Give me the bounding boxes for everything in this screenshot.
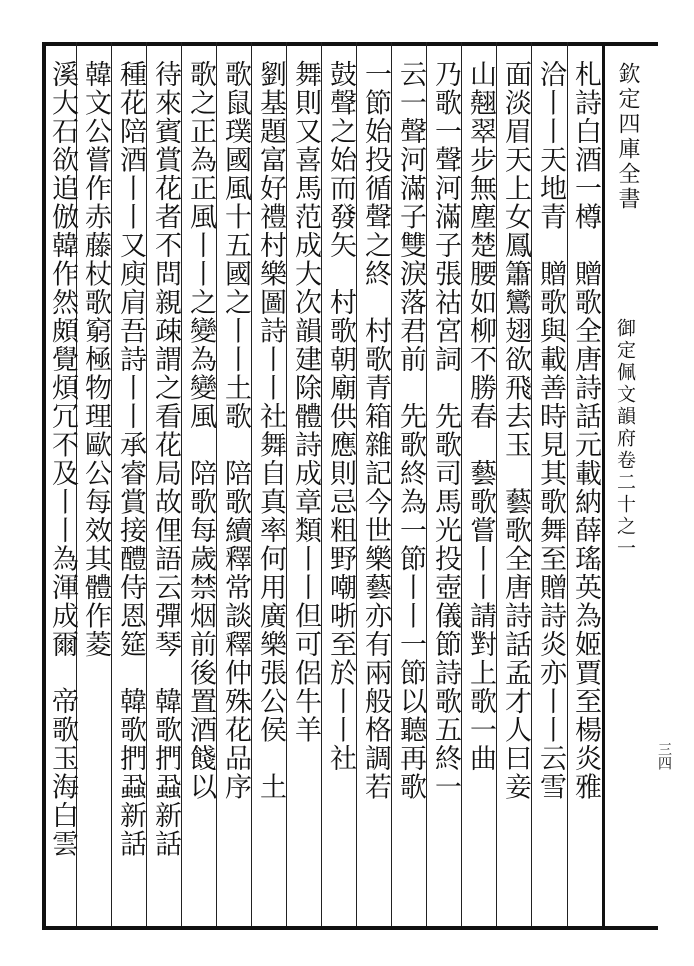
column-rule [216, 42, 217, 926]
column-rule [567, 42, 568, 926]
text-column-8: 鼓聲之始而發矢 村歌朝廟供應則忌粗野嘲哳至於丨丨社 [325, 60, 356, 773]
column-rule [461, 42, 462, 926]
column-rule [286, 42, 287, 926]
text-column-13: 待來賓賞花者不問親疎謂之看花局故俚語云彈琴 韓歌捫蝨新話 [150, 60, 181, 858]
collection-title: 欽定四庫全書 [615, 62, 640, 212]
column-rule [181, 42, 182, 926]
column-rule [251, 42, 252, 926]
text-column-15: 韓文公嘗作赤藤杖歌窮極物理歐公每效其體作菱 [80, 60, 111, 659]
column-rule [391, 42, 392, 926]
text-column-9: 舞則又喜馬范成大次韻建除體詩成章類丨丨但可侶牛羊 [290, 60, 321, 744]
text-column-6: 云一聲河滿子雙淚落君前 先歌終為一節丨丨一節以聽再歌 [395, 60, 426, 801]
text-column-7: 一節始投循聲之終 村歌青箱雜記今世樂藝亦有兩般格調若 [360, 60, 391, 801]
text-column-10: 劉基題富好禮村樂圖詩丨丨社舞自真率何用廣樂張公侯 土 [255, 60, 286, 801]
text-column-11: 歌鼠璞國風十五國之丨丨土歌 陪歌續釋常談釋仲殊花品序 [220, 60, 251, 801]
text-column-16: 溪大石欲追倣韓作然頗覺煩冗不及丨丨為渾成爾 帝歌玉海白雲 [47, 60, 78, 858]
text-column-3: 面淡眉天上女鳳簫鸞翅欲飛去玉 藝歌全唐詩話孟才人曰妾 [500, 60, 531, 801]
column-rule [426, 42, 427, 926]
text-column-12: 歌之正為正風丨丨之變為變風 陪歌每歲禁烟前後置酒餞以 [185, 60, 216, 801]
column-rule [531, 42, 532, 926]
page-number: 三四 [656, 742, 672, 770]
text-column-2: 洽丨丨天地青 贈歌與載善時見其歌舞至贈詩炎亦丨丨云雪 [535, 60, 566, 801]
volume-title: 御定佩文韻府卷二十之一 [614, 318, 636, 560]
column-rule [496, 42, 497, 926]
text-column-1: 札詩白酒一樽 贈歌全唐詩話元載納薛瑤英為姬賈至楊炎雅 [570, 60, 601, 801]
text-column-4: 山翹翠步無塵楚腰如柳不勝春 藝歌嘗丨丨請對上歌一曲 [465, 60, 496, 773]
column-rule [111, 42, 112, 926]
column-rule [356, 42, 357, 926]
header-rule [602, 42, 605, 926]
column-rule [146, 42, 147, 926]
text-column-14: 種花陪酒丨丨又庾肩吾詩丨丨承睿賞接醴侍恩筵 韓歌捫蝨新話 [115, 60, 146, 858]
text-column-5: 乃歌一聲河滿子張祜宮詞 先歌司馬光投壺儀節詩歌五終一 [430, 60, 461, 801]
column-rule [321, 42, 322, 926]
